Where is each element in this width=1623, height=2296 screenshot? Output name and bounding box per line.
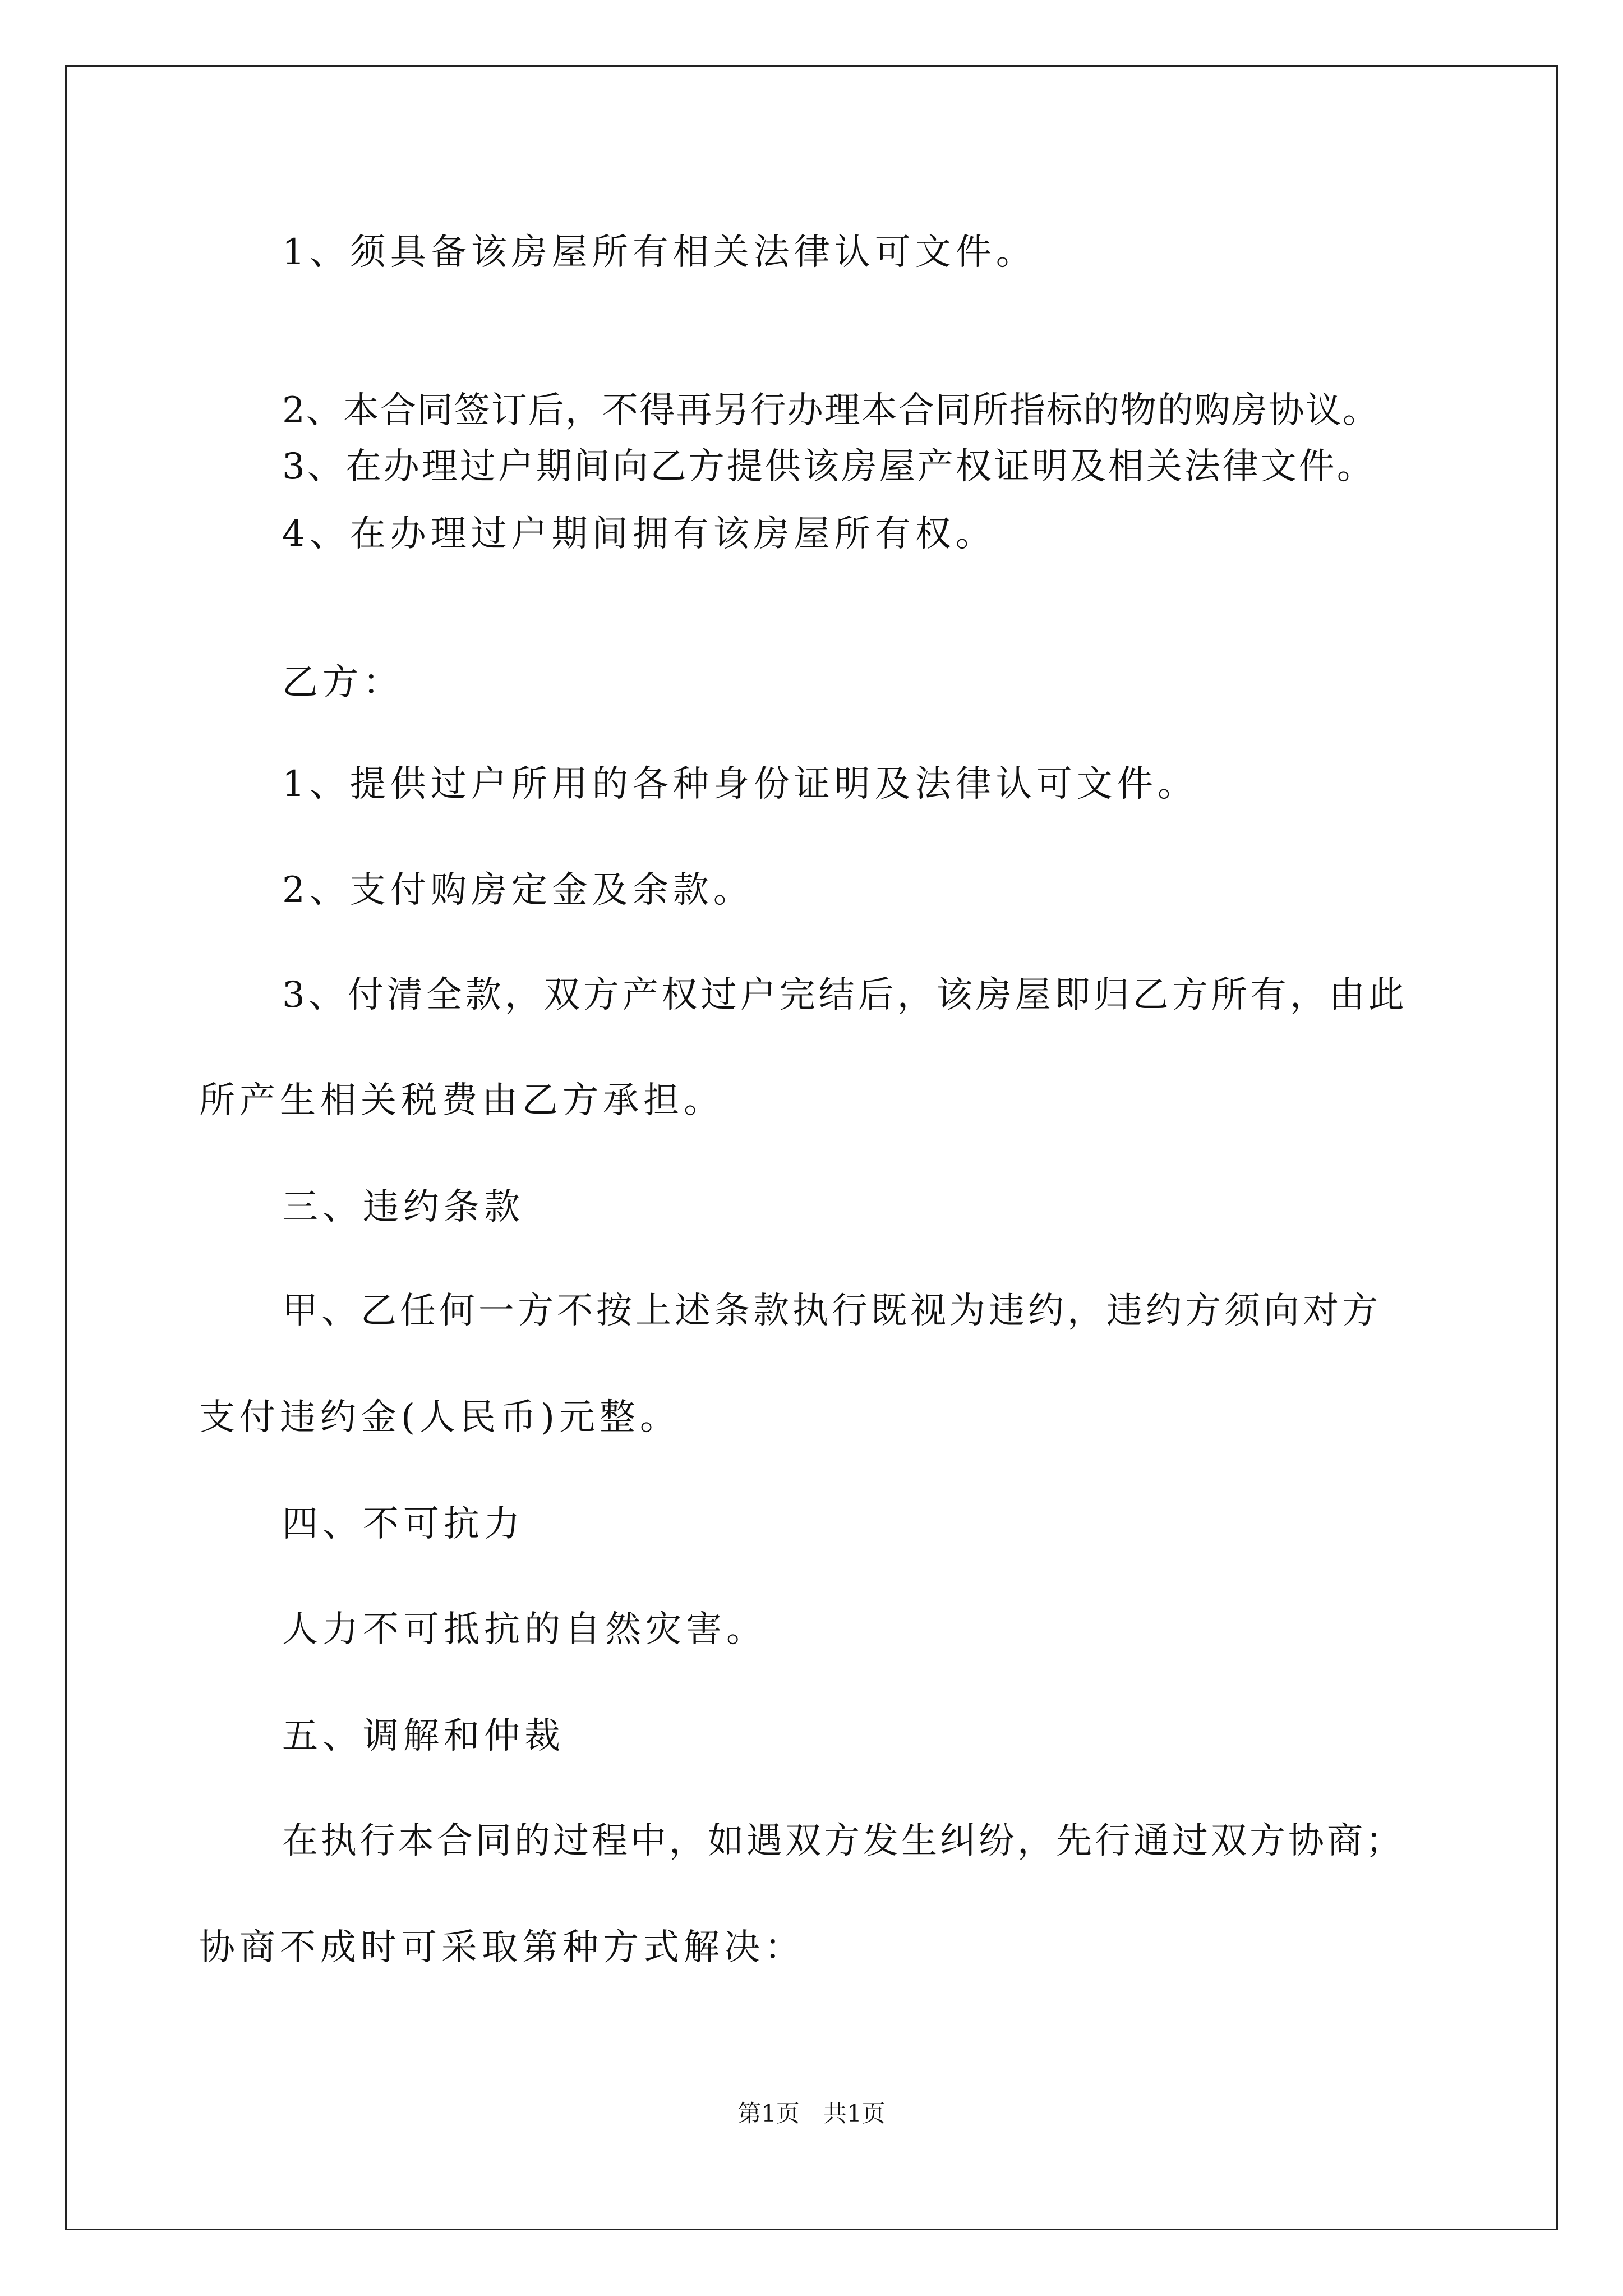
page-number-footer: 第1页 共1页 [737,2100,886,2127]
section-heading: 四、不可抗力 [282,1503,524,1545]
paragraph-line: 协商不成时可采取第种方式解决： [199,1927,805,1968]
paragraph-line: 乙方： [282,662,403,703]
paragraph-line: 3、在办理过户期间向乙方提供该房屋产权证明及相关法律文件。 [282,446,1375,487]
paragraph-line: 3、付清全款，双方产权过户完结后，该房屋即归乙方所有，由此 [282,974,1408,1016]
paragraph-line: 甲、乙任何一方不按上述条款执行既视为违约，违约方须向对方 [282,1290,1381,1332]
paragraph-line: 人力不可抵抗的自然灾害。 [282,1609,767,1650]
paragraph-line: 在执行本合同的过程中，如遇双方发生纠纷，先行通过双方协商； [282,1820,1404,1862]
section-heading: 三、违约条款 [282,1186,524,1228]
paragraph-line: 所产生相关税费由乙方承担。 [199,1080,724,1121]
paragraph-line: 2、本合同签订后，不得再另行办理本合同所指标的物的购房协议。 [282,390,1380,431]
paragraph-line: 4、在办理过户期间拥有该房屋所有权。 [282,513,996,555]
paragraph-line: 2、支付购房定金及余款。 [282,869,754,911]
paragraph-line: 支付违约金(人民币)元整。 [199,1397,680,1438]
paragraph-line: 1、提供过户所用的各种身份证明及法律认可文件。 [282,763,1198,805]
paragraph-line: 1、须具备该房屋所有相关法律认可文件。 [282,232,1036,273]
section-heading: 五、调解和仲裁 [282,1715,565,1757]
